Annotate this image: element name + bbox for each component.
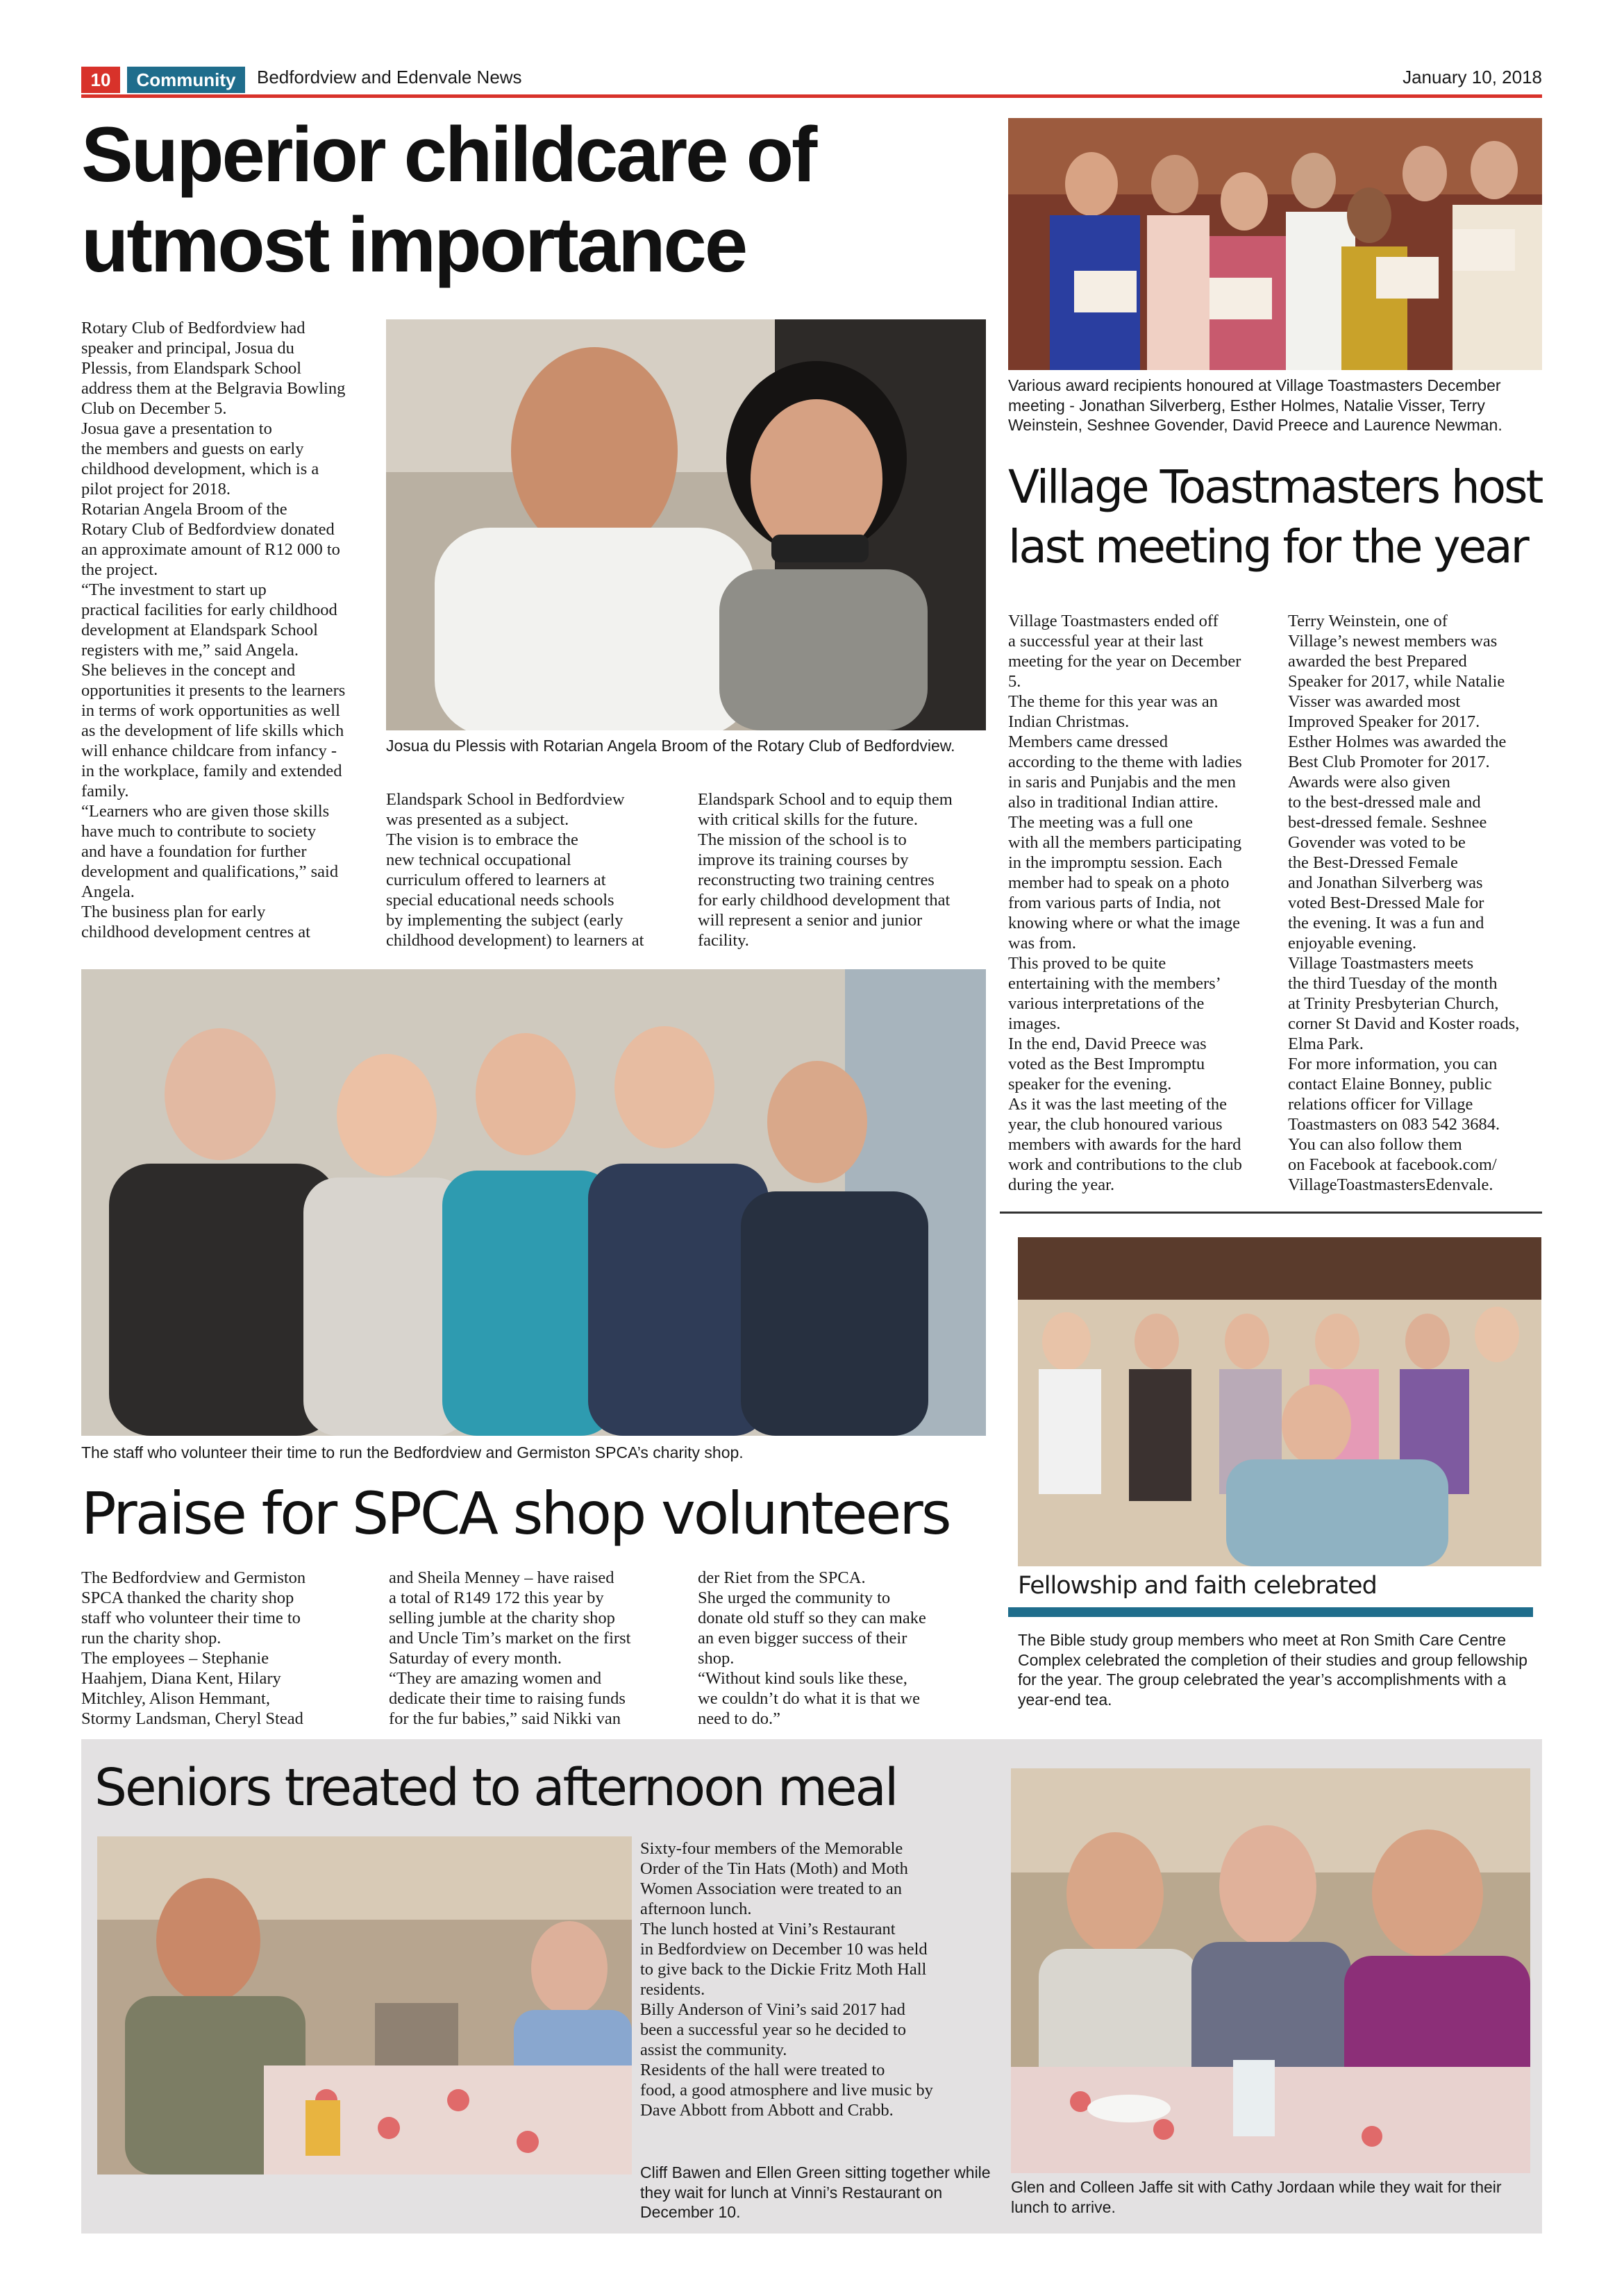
issue-date: January 10, 2018 <box>1403 67 1542 87</box>
fellowship-rule <box>1008 1607 1533 1617</box>
spca-photo <box>81 969 986 1436</box>
seniors-photo-left <box>97 1836 632 2175</box>
toastmasters-headline-line1: Village Toastmasters host <box>1008 460 1542 514</box>
spca-column-2: and Sheila Menney – have raised a total of R149 172 this year by selling jumble at the charity shop and Uncle Tim’s market on the first Saturday of every month. “They are amazing women and dedicate their time to raising funds for the fur babies,” said Nikki van <box>389 1568 631 1728</box>
page-number: 10 <box>81 67 120 93</box>
childcare-headline-line1: Superior childcare of <box>81 111 816 198</box>
spca-headline: Praise for SPCA shop volunteers <box>81 1480 950 1548</box>
spca-column-3: der Riet from the SPCA. She urged the community to donate old stuff so they can make an even bigger success of their shop. “Without kind souls like these, we couldn’t do what it is that we need to do.” <box>698 1568 926 1728</box>
toastmasters-photo <box>1008 118 1542 370</box>
childcare-photo-caption: Josua du Plessis with Rotarian Angela Broom of the Rotary Club of Bedfordview. <box>386 737 955 755</box>
section-tag: Community <box>127 67 245 93</box>
childcare-headline-line2: utmost importance <box>81 201 746 288</box>
childcare-column-3: Elandspark School and to equip them with critical skills for the future. The mission of the school is to improve its training courses by reconstructing two training centres for early childhood development that will represent a senior and junior facility. <box>698 790 953 950</box>
spca-photo-caption: The staff who volunteer their time to run the Bedfordview and Germiston SPCA’s charity shop. <box>81 1443 744 1461</box>
toastmasters-bottom-rule <box>1000 1212 1542 1214</box>
seniors-headline: Seniors treated to afternoon meal <box>94 1758 897 1818</box>
fellowship-caption: The Bible study group members who meet at Ron Smith Care Centre Complex celebrated the completion of their studies and group fellowship for the year. The group celebrated the year’s accomplishments with a year-end tea. <box>1018 1631 1527 1709</box>
toastmasters-column-2: Terry Weinstein, one of Village’s newest members was awarded the best Prepared Speaker for 2017, while Natalie Visser was awarded most Improved Speaker for 2017. Esther Holmes was awarded the Best Club Promoter for 2017. Awards were also given to the best-dressed male and best-dressed female. Seshnee Govender was voted to be the Best-Dressed Female and Jonathan Silverberg was voted Best-Dressed Male for the evening. It was a fun and enjoyable evening. Village Toastmasters meets the third Tuesday of the month at Trinity Presbyterian Church, corner St David and Koster roads, Elma Park. For more information, you can contact Elaine Bonney, public relations officer for Village Toastmasters on 083 542 3684. You can also follow them on Facebook at facebook.com/ VillageToastmastersEdenvale. <box>1288 612 1520 1194</box>
seniors-body: Sixty-four members of the Memorable Order of the Tin Hats (Moth) and Moth Women Association were treated to an afternoon lunch. The lunch hosted at Vini’s Restaurant in Bedfordview on December 10 was held to give back to the Dickie Fritz Moth Hall residents. Billy Anderson of Vini’s said 2017 had been a successful year so he decided to assist the community. Residents of the hall were treated to food, a good atmosphere and live music by Dave Abbott from Abbott and Crabb. <box>640 1839 933 2120</box>
toastmasters-column-1: Village Toastmasters ended off a successful year at their last meeting for the year on December 5. The theme for this year was an Indian Christmas. Members came dressed according to the theme with ladies in saris and Punjabis and the men also in traditional Indian attire. The meeting was a full one with all the members participating in the impromptu session. Each member had to speak on a photo from various parts of India, not knowing where or what the image was from. This proved to be quite entertaining with the members’ various interpretations of the images. In the end, David Preece was voted as the Best Impromptu speaker for the evening. As it was the last meeting of the year, the club honoured various members with awards for the hard work and contributions to the club during the year. <box>1008 612 1242 1194</box>
toastmasters-headline-line2: last meeting for the year <box>1008 520 1527 573</box>
spca-column-1: The Bedfordview and Germiston SPCA thanked the charity shop staff who volunteer their time to run the charity shop. The employees – Stephanie Haahjem, Diana Kent, Hilary Mitchley, Alison Hemmant, Stormy Landsman, Cheryl Stead <box>81 1568 306 1728</box>
header-rule <box>81 94 1542 98</box>
publication-name: Bedfordview and Edenvale News <box>257 67 522 87</box>
fellowship-headline: Fellowship and faith celebrated <box>1018 1572 1377 1600</box>
seniors-caption-right: Glen and Colleen Jaffe sit with Cathy Jordaan while they wait for their lunch to arrive. <box>1011 2178 1502 2216</box>
childcare-column-2: Elandspark School in Bedfordview was presented as a subject. The vision is to embrace the new technical occupational curriculum offered to learners at special educational needs schools by implementing the subject (early childhood development) to learners at <box>386 790 644 950</box>
fellowship-photo <box>1018 1237 1541 1566</box>
seniors-caption-left: Cliff Bawen and Ellen Green sitting together while they wait for lunch at Vinni’s Restaurant on December 10. <box>640 2163 991 2221</box>
toastmasters-photo-caption: Various award recipients honoured at Village Toastmasters December meeting - Jonathan Silverberg, Esther Holmes, Natalie Visser, Terry Weinstein, Seshnee Govender, David Preece and Laurence Newman. <box>1008 376 1502 434</box>
seniors-photo-right <box>1011 1768 1530 2173</box>
childcare-column-1: Rotary Club of Bedfordview had speaker and principal, Josua du Plessis, from Elandspark School address them at the Belgravia Bowling Club on December 5. Josua gave a presentation to the members and guests on early childhood development, which is a pilot project for 2018. Rotarian Angela Broom of the Rotary Club of Bedfordview donated an approximate amount of R12 000 to the project. “The investment to start up practical facilities for early childhood development at Elandspark School registers with me,” said Angela. She believes in the concept and opportunities it presents to the learners in terms of work opportunities as well as the development of life skills which will enhance childcare from infancy - in the workplace, family and extended family. “Learners who are given those skills have much to contribute to society and have a foundation for further development and qualifications,” said Angela. The business plan for early childhood development centres at <box>81 319 346 941</box>
childcare-photo <box>386 319 986 730</box>
